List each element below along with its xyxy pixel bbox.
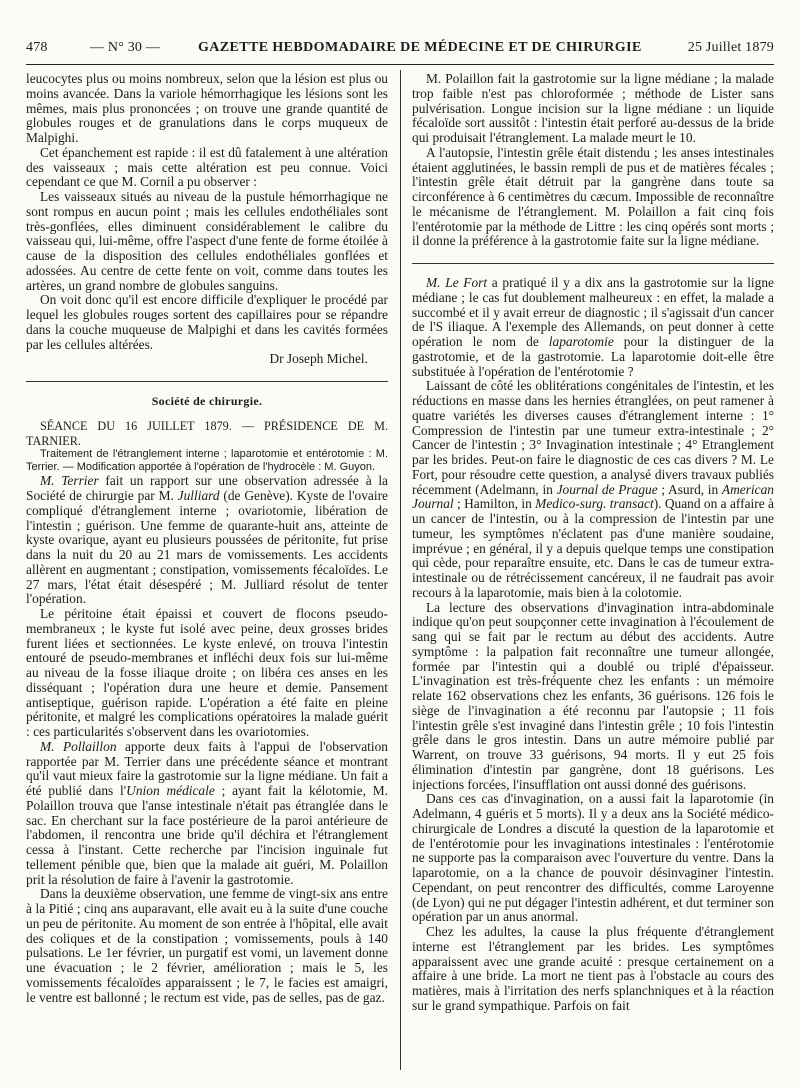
paragraph: La lecture des observations d'invagination intra-abdominale indique qu'on peut soupçonner cette invagination à l'écoulement de sang qui se fait par le rectum au début des accidents. Autre symptôme : la palpation fait reconnaître une tumeur allongée, formée par l'intestin qui a doublé ou triplé d'épaisseur. L'invagination est très-fréquente chez les enfants : un mémoire relate 162 observations chez les enfants, 36 guérisons. 126 fois le siège de l'invagination a été reconnu par l'autopsie ; 11 fois l'intestin grêle s'est invaginé dans l'intestin grêle ; 10 fois l'intestin grêle dans le gros intestin. Dans un autre mémoire publié par Warrent, on trouve 33 guérisons, 94 morts. Il y eut 25 fois élimination d'intestin par gangrène, dont 18 guérisons. Les injections forcées, l'insufflation ont aussi donné des guérisons.	[412, 599, 774, 792]
paragraph: On voit donc qu'il est encore difficile d'expliquer le procédé par lequel les globules rouges sortent des capillaires pour se répandre dans la couche muqueuse de Malpighi et dans les cavités formées par les cellules altérées.	[26, 292, 388, 352]
section-heading: Société de chirurgie.	[151, 394, 263, 408]
journal-name: Union médicale	[126, 783, 215, 798]
paragraph: Dans la deuxième observation, une femme de vingt-six ans entre à la Pitié ; cinq ans auparavant, elle avait eu à la suite d'une couche un peu de péritonite. Au moment de son entrée à l'hôpital, elle avait des coliques et de la constipation ; vomissements, pouls à 140 pulsations. Le 1er février, un purgatif est vomi, un lavement donne une évacuation ; le 2 février, amélioration ; mais le 5, les vomissements fécaloïdes apparaissent ; le 7, le facies est amaigri, le ventre est ballonné ; le rectum est vide, pas de selles, pas de gaz.	[26, 886, 388, 1005]
section-separator	[412, 263, 774, 264]
paragraph: leucocytes plus ou moins nombreux, selon que la lésion est plus ou moins avancée. Dans la variole hémorrhagique les lésions sont les mêmes, mais plus prononcées ; on trouve une grande quantité de globules rouges et de granulations dans le corps muqueux de Malpighi.	[26, 71, 388, 145]
session-summary: Traitement de l'étranglement interne ; laparotomie et entérotomie : M. Terrier. — Modification apportée à l'opération de l'hydrocèle : M. Guyon.	[26, 448, 388, 474]
speaker-name: M. Pollaillon	[40, 738, 117, 754]
issue-date: 25 Juillet 1879	[687, 40, 774, 55]
paragraph: M. Le Fort a pratiqué il y a dix ans la gastrotomie sur la ligne médiane ; le cas fut doublement malheureux : en effet, la malade a succombé et il y avait erreur de diagnostic ; il s'agissait d'un cancer de l'S iliaque. A l'exemple des Allemands, on peut donner à cette opération le nom de laparotomie pour la distinguer de la gastrotomie, et de la gastrotomie. La laparotomie doit-elle être substituée à l'opération de l'entérotomie ?	[412, 275, 774, 379]
paragraph: Le péritoine était épaissi et couvert de flocons pseudo-membraneux ; le kyste fut isolé avec peine, deux grosses brides furent liées et sectionnées. Le kyste enlevé, on trouva l'intestin entouré de pseudo-membranes et infléchi deux fois sur lui-même au niveau de la fosse iliaque droite ; on libéra ces anses en les disséquant ; l'opération dura une heure et demie. Pansement antiseptique, guérison rapide. L'opération a été faite en pleine péritonite, et malgré les complications opératoires la malade guérit : ces particularités s'observent dans les ovariotomies.	[26, 606, 388, 739]
term: laparotomie	[548, 334, 614, 349]
speaker-name: M. Le Fort	[426, 275, 488, 290]
header-rule	[26, 64, 774, 65]
paragraph: Chez les adultes, la cause la plus fréquente d'étranglement interne est l'étranglement par les brides. Les symptômes apparaissent avec une grande acuité : presque certainement on a affaire à une bride. La mort ne tient pas à l'obstacle au cours des matières, mais à l'irritation des nerfs splanchniques et à la réaction sur le grand sympathique. Parfois on fait	[412, 924, 774, 1013]
left-column	[26, 72, 388, 1005]
journal-name: American Journal	[412, 481, 774, 512]
column-divider	[400, 70, 401, 1070]
paragraph: Laissant de côté les oblitérations congénitales de l'intestin, et les réductions en masse dans les hernies étranglées, on peut ramener à quatre variétés les diverses causes d'étranglement interne : 1° Compression de l'intestin par une tumeur extra-intestinale ; 2° Cancer de l'intestin ; 3° Invagination intestinale ; 4° Etranglement par les brides. Peut-on faire le diagnostic de ces cas divers ? M. Le Fort, pour résoudre cette question, a analysé divers travaux publiés récemment (Adelmann, in Journal de Prague ; Asurd, in American Journal ; Hamilton, in Medico-surg. transact). Quand on a affaire à un cancer de l'intestin, ou à la compression de l'intestin par une tumeur, les symptômes n'éclatent pas d'une manière soudaine, imprévue ; en général, il y a depuis quelque temps une constipation qui cède, pour reparaître ensuite, etc. Dans le cas de tumeur extra-intestinale ou de rétrécissement cancéreux, il ne faudrait pas avoir recours à la laparotomie, mais bien à la colotomie.	[412, 378, 774, 600]
paragraph: Dans ces cas d'invagination, on a aussi fait la laparotomie (in Adelmann, 4 guéris et 5 morts). Il y a deux ans la Société médico-chirurgicale de Londres a discuté la question de la laparotomie et de l'entérotomie pour les invaginations intestinales : l'entérotomie ne supporte pas la comparaison avec l'ouverture du ventre. Dans la laparotomie, on a la chance de pouvoir désinvaginer l'intestin. Cependant, on peut rencontrer des difficultés, comme Laroyenne (de Lyon) qui ne put dégager l'intestin adhérent, et dut terminer son opération par un anus anormal.	[412, 791, 774, 925]
paragraph: Cet épanchement est rapide : il est dû fatalement à une altération des vaisseaux ; mais cette altération est peu connue. Voici cependant ce que M. Cornil a pu observer :	[26, 144, 388, 190]
right-column	[412, 72, 774, 1014]
paragraph: A l'autopsie, l'intestin grêle était distendu ; les anses intestinales étaient agglutinées, le bassin rempli de pus et de matières fécales ; l'intestin grêle était détruit par la gangrène dans toute sa circonférence à 6 centimètres du cæcum. Impossible de reconnaître le mécanisme de l'étranglement. M. Polaillon a fait cinq fois l'entérotomie par la méthode de Littre : les cinq opérés sont morts ; il donne la préférence à la gastrotomie faite sur la ligne médiane.	[412, 144, 774, 249]
session-line: SÉANCE DU 16 JUILLET 1879. — PRÉSIDENCE DE M. TARNIER.	[26, 418, 388, 448]
paragraph: M. Polaillon fait la gastrotomie sur la ligne médiane ; la malade trop faible n'est pas chloroformée ; méthode de Lister sans pulvérisation. Longue incision sur la ligne médiane : un liquide fécaloïde sort aussitôt : l'intestin était perforé au-dessus de la bride qui produisait l'étranglement. La malade meurt le 10.	[412, 71, 774, 145]
issue-number: — N° 30 —	[90, 40, 161, 55]
speaker-name: Julliard	[177, 488, 220, 503]
page-number: 478	[26, 40, 48, 55]
section-separator	[26, 381, 388, 382]
paragraph: Les vaisseaux situés au niveau de la pustule hémorrhagique ne sont rompus en aucun point ; mais les cellules endothéliales sont très-gonflées, elles diminuent considérablement le calibre du vaisseau qui, lui-même, offre l'aspect d'une fente de forme étoilée à cause de la disposition des cellules endothéliales gonflées et adossées. Au centre de cette fente on voit, comme dans toutes les artères, un grand nombre de globules sanguins.	[26, 189, 388, 293]
page-header	[26, 40, 774, 66]
author-signature: Dr Joseph Michel.	[269, 351, 368, 367]
journal-name: Journal de Prague	[556, 481, 658, 497]
publication-title: GAZETTE HEBDOMADAIRE DE MÉDECINE ET DE CHIRURGIE	[198, 40, 642, 55]
paragraph: M. Terrier fait un rapport sur une observation adressée à la Société de chirurgie par M. Julliard (de Genève). Kyste de l'ovaire compliqué d'étranglement interne ; ovariotomie, libération de l'intestin ; guérison. Une femme de quarante-huit ans, atteinte de kyste ovarique, ayant eu plusieurs poussées de péritonite, fut prise dans la nuit du 20 au 21 mars de vomissements. Les accidents allèrent en augmentant ; constipation, vomissements fécaloïdes. Le 27 mars, l'état était désespéré ; M. Julliard résolut de tenter l'opération.	[26, 473, 388, 607]
journal-name: Medico-surg. transact	[535, 496, 654, 512]
speaker-name: M. Terrier	[40, 473, 99, 489]
paragraph: M. Pollaillon apporte deux faits à l'appui de l'observation rapportée par M. Terrier dans une précédente séance et montrant qu'il vaut mieux faire la gastrotomie sur la ligne médiane. Un fait a été publié dans l'Union médicale ; ayant fait la kélotomie, M. Polaillon trouva que l'anse intestinale n'était pas étranglée dans le sac. En cherchant sur la face postérieure de la paroi antérieure de l'abdomen, il rencontra une bride qu'il déchira et l'étranglement cessa à l'instant. Cette recherche par l'incision inguinale fut tellement pénible que, bien que la malade ait guéri, M. Polaillon prit la résolution de faire à l'avenir la gastrotomie.	[26, 738, 388, 887]
